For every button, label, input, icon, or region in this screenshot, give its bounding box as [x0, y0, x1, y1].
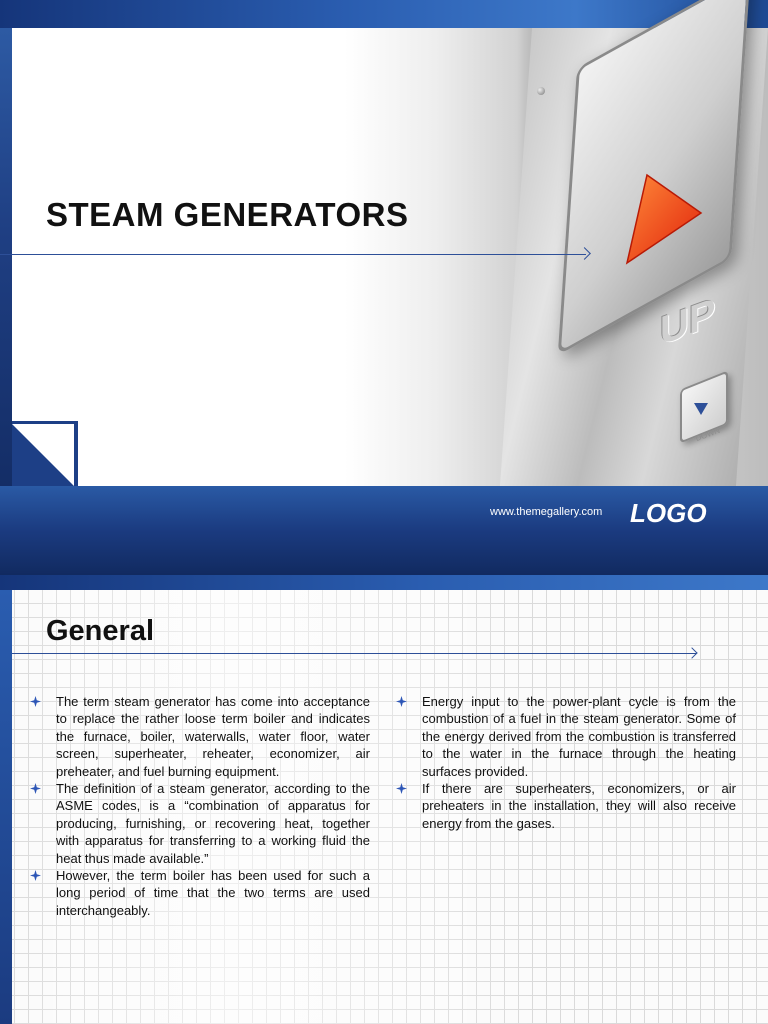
down-label: DOWN	[694, 425, 722, 444]
title-underline-arrowhead	[686, 647, 697, 658]
bullet-text: If there are superheaters, economizers, or air preheaters in the installation, they will also receive energy from the gases.	[422, 781, 736, 831]
left-bullet-list	[28, 693, 370, 919]
slide-title: STEAM GENERATORS	[46, 196, 409, 233]
logo: LOGO	[630, 498, 707, 528]
list-item	[394, 693, 736, 780]
bullet-text: The term steam generator has come into acceptance to replace the rather loose term boiler and indicates the furnace, boiler, waterwalls, water floor, water screen, superheater, reheater, economizer, air preheater, and fuel burning equipment.	[56, 694, 370, 779]
website-url: www.themegallery.com	[490, 506, 603, 518]
left-band	[0, 590, 12, 1024]
up-label: UP	[660, 289, 716, 355]
diamond-bullet-icon	[30, 696, 41, 707]
top-band	[0, 0, 768, 28]
bullet-text: However, the term boiler has been used for such a long period of time that the two terms are used interchangeably.	[56, 868, 370, 918]
title-underline	[12, 653, 696, 654]
up-arrow-icon	[625, 173, 703, 265]
bullet-text: The definition of a steam generator, according to the ASME codes, is a “combination of apparatus for producing, furnishing, or recovering heat, together with apparatus for transferring to a working fluid the heat thus made available.”	[56, 781, 370, 866]
diamond-bullet-icon	[396, 696, 407, 707]
title-underline	[0, 254, 586, 255]
content-slide	[0, 575, 768, 1024]
top-band	[0, 575, 768, 590]
list-item	[28, 780, 370, 867]
screw-icon	[537, 87, 545, 95]
right-bullet-list	[394, 693, 736, 832]
down-arrow-icon	[693, 402, 709, 416]
slide-title: General	[46, 615, 154, 647]
list-item	[28, 867, 370, 919]
diamond-bullet-icon	[396, 783, 407, 794]
diamond-bullet-icon	[30, 783, 41, 794]
list-item	[28, 693, 370, 780]
list-item	[394, 780, 736, 832]
bullet-text: Energy input to the power-plant cycle is from the combustion of a fuel in the steam generator. Some of the energy derived from the combustion is transferred to the water in the furnace through the heating surfaces provided.	[422, 694, 736, 779]
diamond-bullet-icon	[30, 870, 41, 881]
